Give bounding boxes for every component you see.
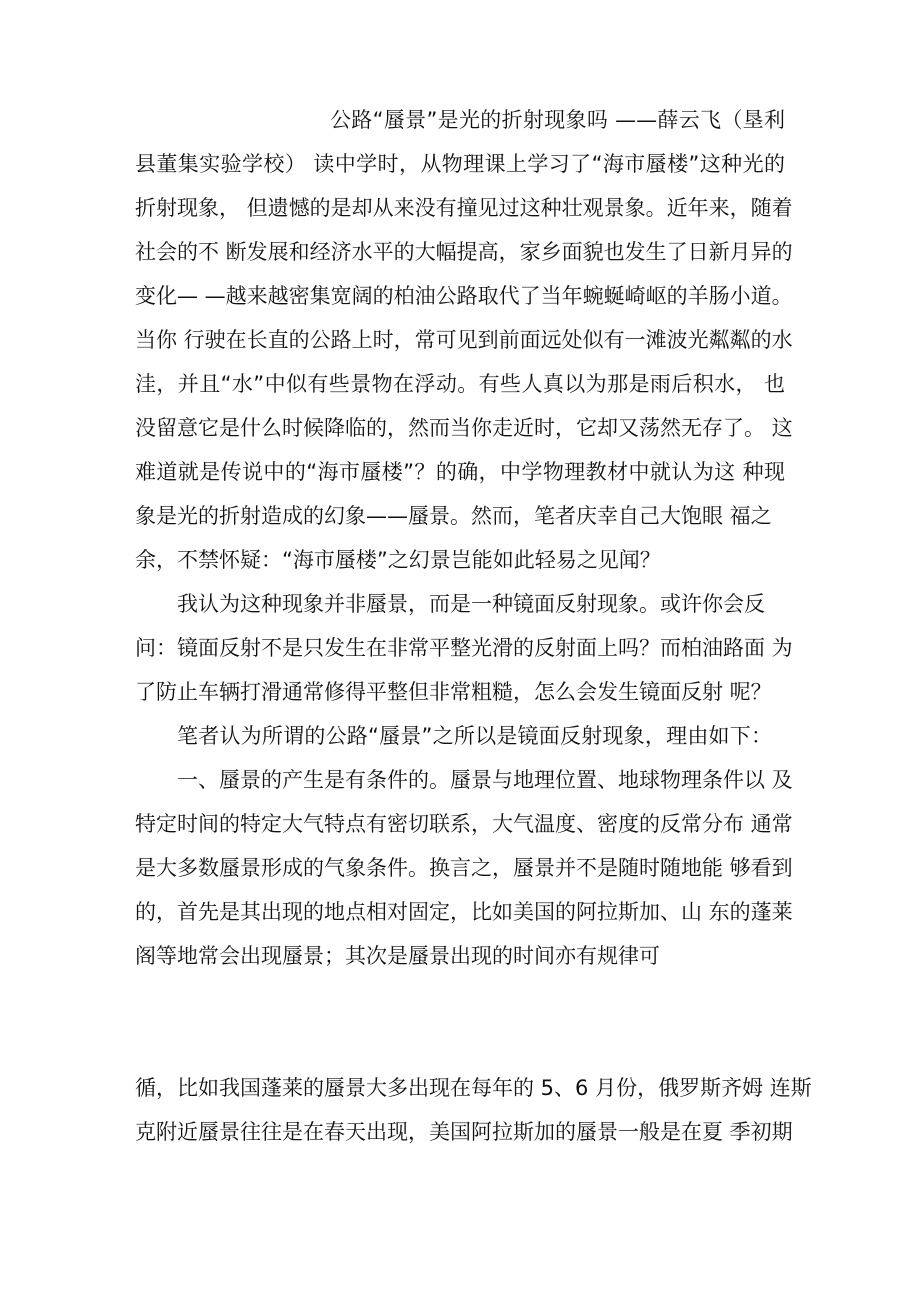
text-line: 循，比如我国蓬莱的蜃景大多出现在每年的 5、6 月份，俄罗斯齐姆 连斯	[135, 1076, 812, 1100]
text-line: 洼，并且“水”中似有些景物在浮动。有些人真以为那是雨后积水， 也	[135, 372, 785, 396]
text-line: 折射现象， 但遗憾的是却从来没有撞见过这种壮观景象。近年来，随着	[135, 196, 793, 220]
text-line: 当你 行驶在长直的公路上时，常可见到前面远处似有一滩波光粼粼的水	[135, 328, 793, 352]
paragraph-start-line: 一、蜃景的产生是有条件的。蜃景与地理位置、地球物理条件以 及	[177, 768, 793, 792]
text-line: 难道就是传说中的“海市蜃楼”？的确，中学物理教材中就认为这 种现	[135, 460, 785, 484]
article-title-line: 公路“蜃景”是光的折射现象吗 ——薛云飞（垦利	[330, 108, 785, 132]
text-line: 的，首先是其出现的地点相对固定，比如美国的阿拉斯加、山 东的蓬莱	[135, 900, 793, 924]
text-line: 余，不禁怀疑：“海市蜃楼”之幻景岂能如此轻易之见闻？	[135, 548, 661, 572]
text-line: 变化— —越来越密集宽阔的柏油公路取代了当年蜿蜒崎岖的羊肠小道。	[135, 284, 793, 308]
text-line: 了防止车辆打滑通常修得平整但非常粗糙，怎么会发生镜面反射 呢？	[135, 680, 772, 704]
text-line: 特定时间的特定大气特点有密切联系，大气温度、密度的反常分布 通常	[135, 812, 793, 836]
text-line: 是大多数蜃景形成的气象条件。换言之，蜃景并不是随时随地能 够看到	[135, 856, 793, 880]
paragraph-start-line: 笔者认为所谓的公路“蜃景”之所以是镜面反射现象，理由如下：	[177, 724, 772, 748]
text-line: 阁等地常会出现蜃景；其次是蜃景出现的时间亦有规律可	[135, 944, 660, 968]
text-line: 问：镜面反射不是只发生在非常平整光滑的反射面上吗？而柏油路面 为	[135, 636, 793, 660]
text-line: 县董集实验学校） 读中学时，从物理课上学习了“海市蜃楼”这种光的	[135, 152, 785, 176]
text-line: 克附近蜃景往往是在春天出现，美国阿拉斯加的蜃景一般是在夏 季初期	[135, 1120, 793, 1144]
text-line: 象是光的折射造成的幻象——蜃景。然而，笔者庆幸自己大饱眼 福之	[135, 504, 772, 528]
text-line: 社会的不 断发展和经济水平的大幅提高，家乡面貌也发生了日新月异的	[135, 240, 793, 264]
paragraph-start-line: 我认为这种现象并非蜃景，而是一种镜面反射现象。或许你会反	[177, 592, 765, 616]
text-line: 没留意它是什么时候降临的，然而当你走近时，它却又荡然无存了。 这	[135, 416, 793, 440]
